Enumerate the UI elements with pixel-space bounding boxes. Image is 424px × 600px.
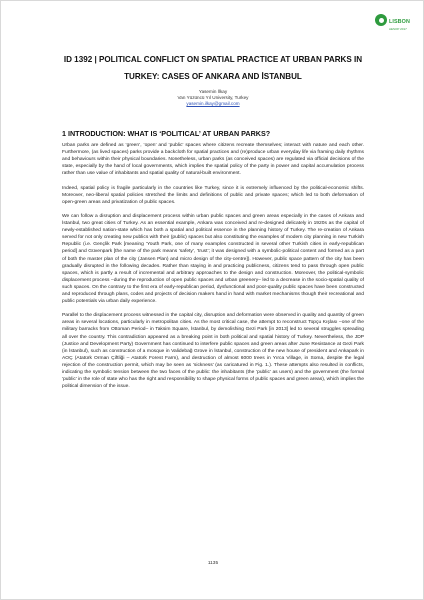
paragraph: We can follow a disruption and displacement process within urban public spaces and green areas especially in the cases of Ankara and İstanbul, two great cities of Turkey. As an essential example, Ankara was conceived and re-designed delicately in 1920s as the capital of newly-established nation-state which has both a spatial and political essence in the planning history of Turkey. The re-creation of Ankara served for not only creating new publics with their (public) spaces but also constituting the examples of modern city planning in new Turkish Republic (i.e. Gençlik Park [meaning ‘Youth Park, one of many examples constructed in several other Turkish cities in early-republican period] and Güvenpark [the name of the park means ‘safety’, ‘trust’; it was designed with a symbolic-political content and formed as a part of both the master plan of the city (Jansen Plan) and micro design of the city-centre]). However, public space pattern of the city has been gradually disrupted in the following decades. Rather than staying in and practicing publicness, citizens tend to pass through open public spaces, which is partly a result of incremental and arbitrary approaches to the design and construction. Moreover, the political-symbolic displacement process –during the reproduction of open public spaces and urban greenery– led to a decrease in the socio-spatial quality of such spaces. On the contrary to the first era of early-republican period, dysfunctional and poor-quality public spaces have been constructed and reproduced through plans, codes and projects of decision makers hand in hand with market mechanisms though their recreational and public potentials via urban daily experience. [62, 213, 364, 305]
author-email-link[interactable]: yasemin.ilkay@gmail.com [186, 101, 240, 106]
author-affiliation: Van Yüzüncü Yıl University, Turkey [177, 95, 249, 100]
paragraph: Parallel to the displacement process witnessed in the capital city, disruption and deformation were observed in quality and quantity of green areas in several locations, particularly in metropolitan cities. As the most critical case, the attempt to reconstruct Topçu Kışlası –one of the military barracks from Ottoman Period– in Taksim Square, İstanbul, by demolishing Gezi Park [in 2013] led to several struggles spreading all over the country. This contradiction appeared as a breaking point in both political and spatial history of Turkey. Nevertheless, the JDP (Justice and Development Party) Government has continued to interfere public spaces and green areas after June Resistance at Gezi Park (in İstanbul), such as construction of a mosque in Validebağ Grove in İstanbul, construction of the new house of president and Ankapark in AOÇ (Atatürk Orman Çiftliği – Atatürk Forest Farm), and destruction of almost 6000 trees in Yırca Village, in Soma, despite the legal rejection of the construction permit, which may be seen as ‘sickness’ (as caricatured in Fig. 1.). These attempts also resulted in conflicts, indicating the symbolic tension between the two faces of the public: the inhabitants (the ‘public’ as users) and the government (the formal ‘public’ in the role of state who has the right and responsibility to shape physical forms of public spaces and green areas), which implies the political dimension of the issue. [62, 313, 364, 390]
section-heading: 1 INTRODUCTION: WHAT IS ‘POLITICAL’ AT URBAN PARKS? [62, 129, 271, 138]
section-body [62, 142, 364, 397]
paragraph: Indeed, spatial policy is fragile particularly in the countries like Turkey, since it is extremely influenced by the political-economic shifts. Moreover, neo-liberal spatial policies stretched the limits and definitions of public and private spaces; which led to both deformation of open-green areas and privatization of public spaces. [62, 185, 364, 205]
logo-subtitle: AESOP 2017 [389, 26, 407, 31]
author-block [113, 89, 313, 107]
page-number: 1135 [207, 561, 219, 566]
author-name: Yasemin İlkay [198, 89, 228, 94]
conference-logo [375, 13, 413, 31]
paper-title: ID 1392 | POLITICAL CONFLICT ON SPATIAL PRACTICE AT URBAN PARKS IN TURKEY: CASES OF ANKARA AND İSTANBUL [63, 55, 363, 81]
paragraph: Urban parks are defined as ‘green’, ‘open’ and ‘public’ spaces where citizens recreate themselves; interact with nature and each other. Furthermore, (as lived spaces) parks provide a backcloth for spatial practices and (re)produce urban everyday life via framing daily rhythms and behaviours within their physical boundaries. Nonetheless, urban parks (as conceived spaces) are regulated via official decisions of the state, especially by the hand of local governments, which implies the spatial policy of the party in power and capital accumulation process rather than use value of inhabitants and spatial quality of natural-built environment. [62, 143, 364, 177]
logo-icon [375, 14, 387, 26]
logo-text: LISBON [389, 18, 410, 25]
